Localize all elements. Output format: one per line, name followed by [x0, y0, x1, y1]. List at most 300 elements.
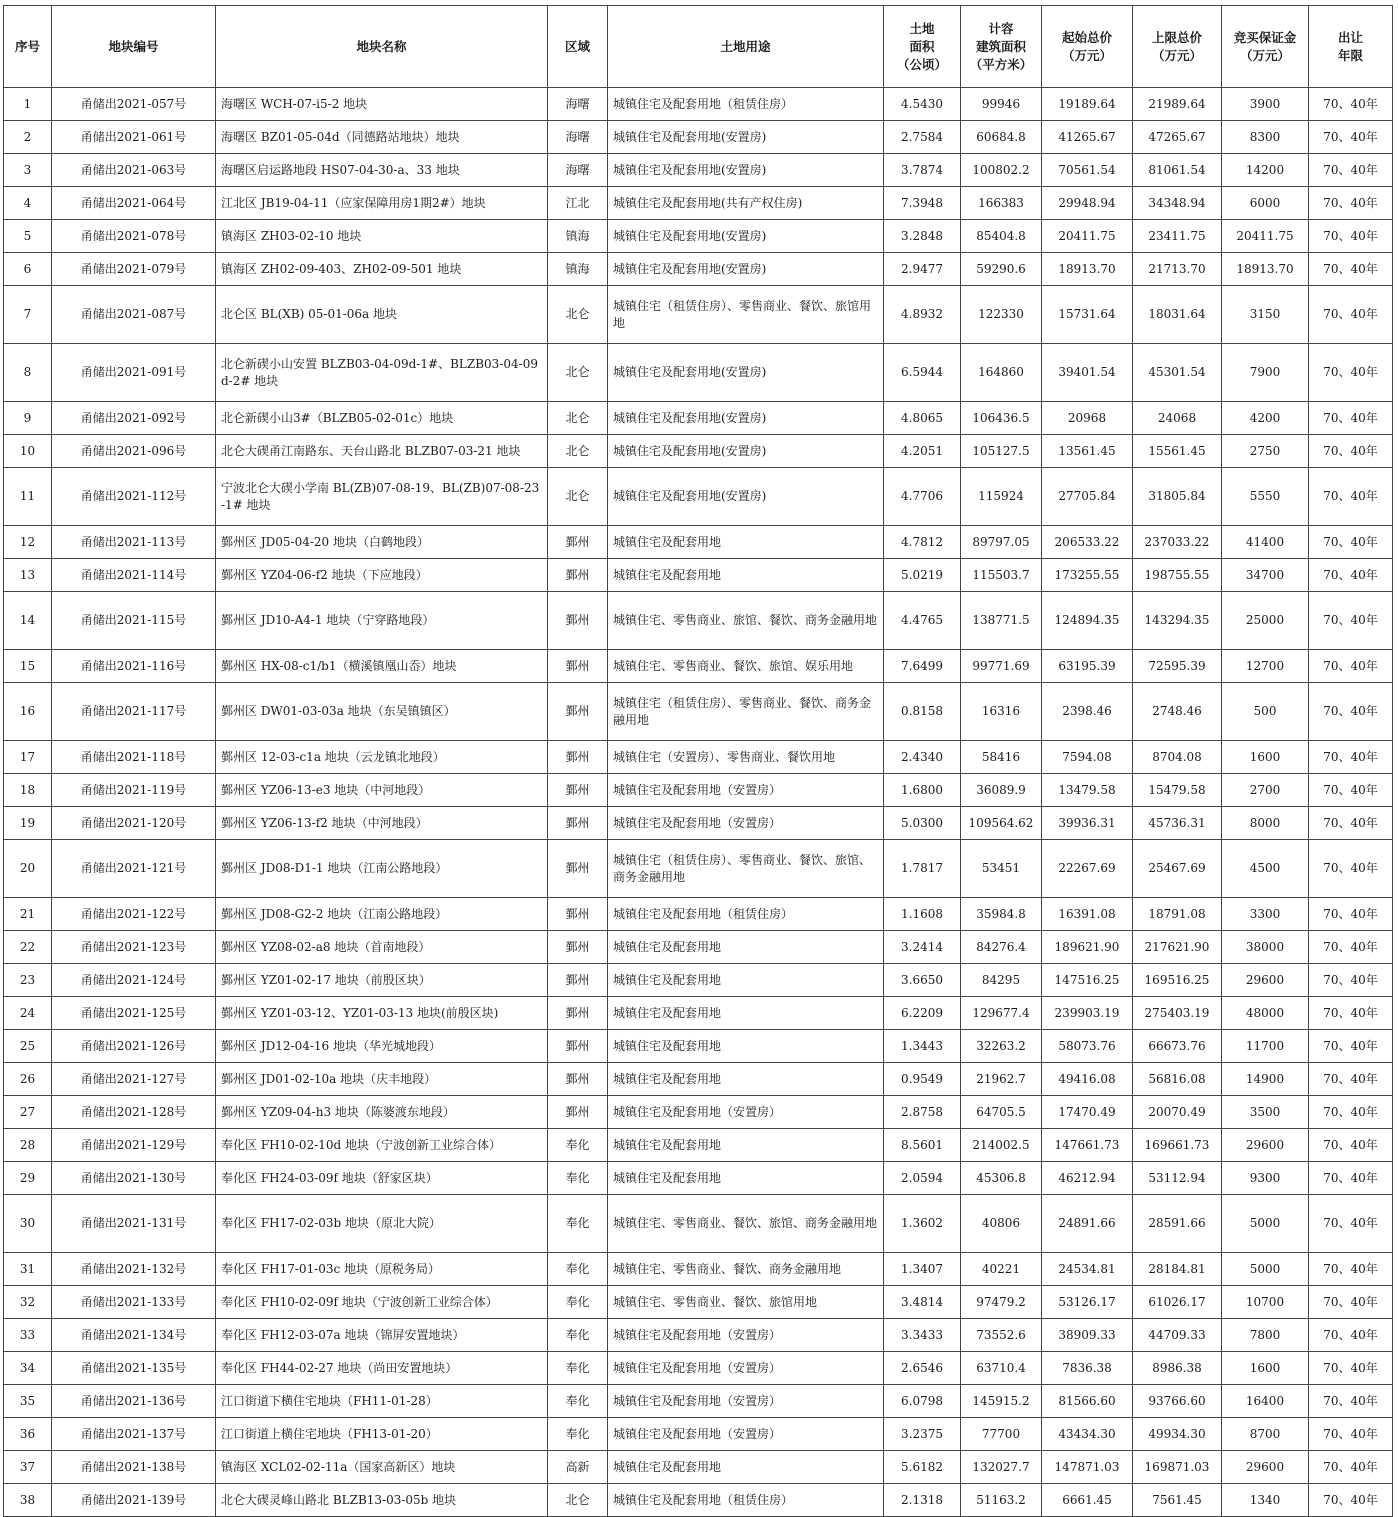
deposit-cell: 38000 — [1222, 931, 1309, 964]
serial-cell: 28 — [4, 1129, 52, 1162]
parcel-code-cell: 甬储出2021-116号 — [52, 650, 216, 683]
land-area-cell: 6.5944 — [884, 344, 961, 402]
cap-price-cell: 56816.08 — [1133, 1063, 1222, 1096]
cap-price-cell: 31805.84 — [1133, 468, 1222, 526]
deposit-cell: 48000 — [1222, 997, 1309, 1030]
start-price-cell: 43434.30 — [1042, 1418, 1133, 1451]
land-use-cell: 城镇住宅及配套用地 — [608, 1451, 884, 1484]
land-area-cell: 2.8758 — [884, 1096, 961, 1129]
header-parcel-code: 地块编号 — [52, 6, 216, 88]
term-cell: 70、40年 — [1309, 741, 1393, 774]
land-area-cell: 5.6182 — [884, 1451, 961, 1484]
land-use-cell: 城镇住宅及配套用地（安置房） — [608, 1385, 884, 1418]
parcel-name-cell: 镇海区 ZH02-09-403、ZH02-09-501 地块 — [216, 253, 548, 286]
deposit-cell: 8300 — [1222, 121, 1309, 154]
floor-area-cell: 59290.6 — [961, 253, 1042, 286]
serial-cell: 17 — [4, 741, 52, 774]
parcel-name-cell: 鄞州区 YZ06-13-f2 地块（中河地段） — [216, 807, 548, 840]
start-price-cell: 147871.03 — [1042, 1451, 1133, 1484]
land-area-cell: 7.3948 — [884, 187, 961, 220]
serial-cell: 33 — [4, 1319, 52, 1352]
start-price-cell: 147661.73 — [1042, 1129, 1133, 1162]
region-cell: 镇海 — [548, 253, 608, 286]
deposit-cell: 9300 — [1222, 1162, 1309, 1195]
floor-area-cell: 16316 — [961, 683, 1042, 741]
parcel-code-cell: 甬储出2021-136号 — [52, 1385, 216, 1418]
table-row — [4, 650, 1393, 683]
deposit-cell: 29600 — [1222, 964, 1309, 997]
floor-area-cell: 99771.69 — [961, 650, 1042, 683]
floor-area-cell: 45306.8 — [961, 1162, 1042, 1195]
serial-cell: 8 — [4, 344, 52, 402]
parcel-code-cell: 甬储出2021-130号 — [52, 1162, 216, 1195]
serial-cell: 35 — [4, 1385, 52, 1418]
land-use-cell: 城镇住宅及配套用地 — [608, 559, 884, 592]
parcel-code-cell: 甬储出2021-123号 — [52, 931, 216, 964]
term-cell: 70、40年 — [1309, 468, 1393, 526]
land-area-cell: 8.5601 — [884, 1129, 961, 1162]
header-land-use: 土地用途 — [608, 6, 884, 88]
table-row — [4, 526, 1393, 559]
parcel-code-cell: 甬储出2021-139号 — [52, 1484, 216, 1517]
deposit-cell: 8700 — [1222, 1418, 1309, 1451]
table-row — [4, 402, 1393, 435]
deposit-cell: 20411.75 — [1222, 220, 1309, 253]
deposit-cell: 12700 — [1222, 650, 1309, 683]
land-use-cell: 城镇住宅、零售商业、餐饮、旅馆用地 — [608, 1286, 884, 1319]
term-cell: 70、40年 — [1309, 774, 1393, 807]
land-use-cell: 城镇住宅（租赁住房）、零售商业、餐饮、旅馆用地 — [608, 286, 884, 344]
serial-cell: 3 — [4, 154, 52, 187]
land-use-cell: 城镇住宅及配套用地（安置房） — [608, 1319, 884, 1352]
floor-area-cell: 53451 — [961, 840, 1042, 898]
term-cell: 70、40年 — [1309, 931, 1393, 964]
land-use-cell: 城镇住宅及配套用地 — [608, 997, 884, 1030]
region-cell: 鄞州 — [548, 683, 608, 741]
table-body — [4, 88, 1393, 1517]
start-price-cell: 13479.58 — [1042, 774, 1133, 807]
parcel-name-cell: 鄞州区 JD01-02-10a 地块（庆丰地段） — [216, 1063, 548, 1096]
floor-area-cell: 36089.9 — [961, 774, 1042, 807]
table-row — [4, 1030, 1393, 1063]
start-price-cell: 46212.94 — [1042, 1162, 1133, 1195]
region-cell: 海曙 — [548, 154, 608, 187]
serial-cell: 21 — [4, 898, 52, 931]
term-cell: 70、40年 — [1309, 997, 1393, 1030]
table-row — [4, 1162, 1393, 1195]
region-cell: 海曙 — [548, 121, 608, 154]
region-cell: 鄞州 — [548, 898, 608, 931]
cap-price-cell: 237033.22 — [1133, 526, 1222, 559]
parcel-code-cell: 甬储出2021-063号 — [52, 154, 216, 187]
start-price-cell: 70561.54 — [1042, 154, 1133, 187]
cap-price-cell: 49934.30 — [1133, 1418, 1222, 1451]
header-land-area: 土地 面积 （公顷） — [884, 6, 961, 88]
cap-price-cell: 81061.54 — [1133, 154, 1222, 187]
land-use-cell: 城镇住宅及配套用地（安置房） — [608, 774, 884, 807]
floor-area-cell: 40221 — [961, 1253, 1042, 1286]
parcel-code-cell: 甬储出2021-124号 — [52, 964, 216, 997]
start-price-cell: 173255.55 — [1042, 559, 1133, 592]
parcel-code-cell: 甬储出2021-057号 — [52, 88, 216, 121]
cap-price-cell: 20070.49 — [1133, 1096, 1222, 1129]
start-price-cell: 49416.08 — [1042, 1063, 1133, 1096]
table-row — [4, 1063, 1393, 1096]
land-use-cell: 城镇住宅及配套用地（安置房） — [608, 1096, 884, 1129]
parcel-name-cell: 江北区 JB19-04-11（应家保障用房1期2#）地块 — [216, 187, 548, 220]
region-cell: 鄞州 — [548, 1063, 608, 1096]
region-cell: 奉化 — [548, 1385, 608, 1418]
deposit-cell: 3300 — [1222, 898, 1309, 931]
deposit-cell: 29600 — [1222, 1129, 1309, 1162]
parcel-name-cell: 奉化区 FH10-02-10d 地块（宁波创新工业综合体） — [216, 1129, 548, 1162]
serial-cell: 26 — [4, 1063, 52, 1096]
parcel-name-cell: 鄞州区 JD08-D1-1 地块（江南公路地段） — [216, 840, 548, 898]
parcel-name-cell: 鄞州区 YZ01-03-12、YZ01-03-13 地块(前殷区块) — [216, 997, 548, 1030]
region-cell: 鄞州 — [548, 650, 608, 683]
table-row — [4, 683, 1393, 741]
term-cell: 70、40年 — [1309, 121, 1393, 154]
serial-cell: 14 — [4, 592, 52, 650]
region-cell: 鄞州 — [548, 1030, 608, 1063]
table-header-row — [4, 6, 1393, 88]
land-use-cell: 城镇住宅及配套用地 — [608, 1129, 884, 1162]
parcel-name-cell: 江口街道下横住宅地块（FH11-01-28） — [216, 1385, 548, 1418]
start-price-cell: 124894.35 — [1042, 592, 1133, 650]
term-cell: 70、40年 — [1309, 1319, 1393, 1352]
table-row — [4, 1129, 1393, 1162]
term-cell: 70、40年 — [1309, 1385, 1393, 1418]
parcel-name-cell: 北仑新碶小山安置 BLZB03-04-09d-1#、BLZB03-04-09d-2# 地块 — [216, 344, 548, 402]
floor-area-cell: 21962.7 — [961, 1063, 1042, 1096]
table-row — [4, 1319, 1393, 1352]
term-cell: 70、40年 — [1309, 1096, 1393, 1129]
cap-price-cell: 217621.90 — [1133, 931, 1222, 964]
land-use-cell: 城镇住宅及配套用地（安置房） — [608, 1418, 884, 1451]
region-cell: 北仑 — [548, 1484, 608, 1517]
header-start-price: 起始总价 （万元） — [1042, 6, 1133, 88]
land-use-cell: 城镇住宅（安置房）、零售商业、餐饮用地 — [608, 741, 884, 774]
serial-cell: 38 — [4, 1484, 52, 1517]
floor-area-cell: 214002.5 — [961, 1129, 1042, 1162]
region-cell: 鄞州 — [548, 931, 608, 964]
land-area-cell: 7.6499 — [884, 650, 961, 683]
land-area-cell: 4.7812 — [884, 526, 961, 559]
land-area-cell: 5.0219 — [884, 559, 961, 592]
land-area-cell: 2.1318 — [884, 1484, 961, 1517]
land-use-cell: 城镇住宅及配套用地（安置房） — [608, 807, 884, 840]
deposit-cell: 3150 — [1222, 286, 1309, 344]
serial-cell: 20 — [4, 840, 52, 898]
region-cell: 海曙 — [548, 88, 608, 121]
cap-price-cell: 66673.76 — [1133, 1030, 1222, 1063]
floor-area-cell: 77700 — [961, 1418, 1042, 1451]
cap-price-cell: 18791.08 — [1133, 898, 1222, 931]
parcel-name-cell: 海曙区 WCH-07-i5-2 地块 — [216, 88, 548, 121]
parcel-code-cell: 甬储出2021-120号 — [52, 807, 216, 840]
land-use-cell: 城镇住宅及配套用地 — [608, 1063, 884, 1096]
region-cell: 北仑 — [548, 468, 608, 526]
term-cell: 70、40年 — [1309, 1418, 1393, 1451]
table-row — [4, 1195, 1393, 1253]
start-price-cell: 6661.45 — [1042, 1484, 1133, 1517]
parcel-name-cell: 鄞州区 JD10-A4-1 地块（宁穿路地段） — [216, 592, 548, 650]
floor-area-cell: 166383 — [961, 187, 1042, 220]
cap-price-cell: 275403.19 — [1133, 997, 1222, 1030]
floor-area-cell: 85404.8 — [961, 220, 1042, 253]
parcel-code-cell: 甬储出2021-113号 — [52, 526, 216, 559]
parcel-name-cell: 奉化区 FH10-02-09f 地块（宁波创新工业综合体） — [216, 1286, 548, 1319]
floor-area-cell: 164860 — [961, 344, 1042, 402]
land-use-cell: 城镇住宅及配套用地(安置房) — [608, 468, 884, 526]
parcel-name-cell: 北仑新碶小山3#（BLZB05-02-01c）地块 — [216, 402, 548, 435]
deposit-cell: 7800 — [1222, 1319, 1309, 1352]
region-cell: 镇海 — [548, 220, 608, 253]
land-use-cell: 城镇住宅、零售商业、餐饮、商务金融用地 — [608, 1253, 884, 1286]
floor-area-cell: 84295 — [961, 964, 1042, 997]
start-price-cell: 15731.64 — [1042, 286, 1133, 344]
deposit-cell: 18913.70 — [1222, 253, 1309, 286]
deposit-cell: 6000 — [1222, 187, 1309, 220]
term-cell: 70、40年 — [1309, 88, 1393, 121]
region-cell: 鄞州 — [548, 559, 608, 592]
start-price-cell: 41265.67 — [1042, 121, 1133, 154]
serial-cell: 34 — [4, 1352, 52, 1385]
land-use-cell: 城镇住宅（租赁住房）、零售商业、餐饮、旅馆、商务金融用地 — [608, 840, 884, 898]
floor-area-cell: 51163.2 — [961, 1484, 1042, 1517]
term-cell: 70、40年 — [1309, 526, 1393, 559]
cap-price-cell: 45736.31 — [1133, 807, 1222, 840]
floor-area-cell: 145915.2 — [961, 1385, 1042, 1418]
land-auction-table — [3, 5, 1393, 1517]
serial-cell: 4 — [4, 187, 52, 220]
land-use-cell: 城镇住宅（租赁住房）、零售商业、餐饮、商务金融用地 — [608, 683, 884, 741]
table-row — [4, 220, 1393, 253]
term-cell: 70、40年 — [1309, 840, 1393, 898]
cap-price-cell: 21713.70 — [1133, 253, 1222, 286]
region-cell: 北仑 — [548, 435, 608, 468]
land-use-cell: 城镇住宅及配套用地(安置房) — [608, 402, 884, 435]
start-price-cell: 39936.31 — [1042, 807, 1133, 840]
table-row — [4, 741, 1393, 774]
term-cell: 70、40年 — [1309, 220, 1393, 253]
serial-cell: 29 — [4, 1162, 52, 1195]
land-use-cell: 城镇住宅、零售商业、餐饮、旅馆、娱乐用地 — [608, 650, 884, 683]
land-use-cell: 城镇住宅及配套用地(安置房) — [608, 344, 884, 402]
land-area-cell: 3.2414 — [884, 931, 961, 964]
serial-cell: 37 — [4, 1451, 52, 1484]
term-cell: 70、40年 — [1309, 898, 1393, 931]
parcel-name-cell: 海曙区 BZ01-05-04d（同德路站地块）地块 — [216, 121, 548, 154]
region-cell: 鄞州 — [548, 592, 608, 650]
deposit-cell: 29600 — [1222, 1451, 1309, 1484]
land-area-cell: 4.4765 — [884, 592, 961, 650]
parcel-code-cell: 甬储出2021-131号 — [52, 1195, 216, 1253]
land-area-cell: 4.2051 — [884, 435, 961, 468]
land-area-cell: 4.5430 — [884, 88, 961, 121]
land-area-cell: 6.0798 — [884, 1385, 961, 1418]
deposit-cell: 11700 — [1222, 1030, 1309, 1063]
table-row — [4, 253, 1393, 286]
region-cell: 鄞州 — [548, 840, 608, 898]
term-cell: 70、40年 — [1309, 1286, 1393, 1319]
deposit-cell: 4500 — [1222, 840, 1309, 898]
region-cell: 北仑 — [548, 402, 608, 435]
floor-area-cell: 40806 — [961, 1195, 1042, 1253]
header-deposit: 竞买保证金 （万元） — [1222, 6, 1309, 88]
land-area-cell: 2.6546 — [884, 1352, 961, 1385]
parcel-code-cell: 甬储出2021-061号 — [52, 121, 216, 154]
parcel-name-cell: 北仑区 BL(XB) 05-01-06a 地块 — [216, 286, 548, 344]
serial-cell: 13 — [4, 559, 52, 592]
deposit-cell: 10700 — [1222, 1286, 1309, 1319]
start-price-cell: 189621.90 — [1042, 931, 1133, 964]
serial-cell: 11 — [4, 468, 52, 526]
table-row — [4, 774, 1393, 807]
land-area-cell: 0.8158 — [884, 683, 961, 741]
term-cell: 70、40年 — [1309, 187, 1393, 220]
start-price-cell: 24534.81 — [1042, 1253, 1133, 1286]
cap-price-cell: 28184.81 — [1133, 1253, 1222, 1286]
land-area-cell: 2.7584 — [884, 121, 961, 154]
parcel-code-cell: 甬储出2021-119号 — [52, 774, 216, 807]
region-cell: 鄞州 — [548, 964, 608, 997]
deposit-cell: 14900 — [1222, 1063, 1309, 1096]
parcel-name-cell: 奉化区 FH12-03-07a 地块（锦屏安置地块） — [216, 1319, 548, 1352]
table-row — [4, 592, 1393, 650]
start-price-cell: 147516.25 — [1042, 964, 1133, 997]
table-row — [4, 468, 1393, 526]
land-area-cell: 1.3443 — [884, 1030, 961, 1063]
cap-price-cell: 23411.75 — [1133, 220, 1222, 253]
floor-area-cell: 138771.5 — [961, 592, 1042, 650]
parcel-code-cell: 甬储出2021-137号 — [52, 1418, 216, 1451]
table-row — [4, 931, 1393, 964]
region-cell: 鄞州 — [548, 1096, 608, 1129]
parcel-code-cell: 甬储出2021-117号 — [52, 683, 216, 741]
deposit-cell: 16400 — [1222, 1385, 1309, 1418]
term-cell: 70、40年 — [1309, 1451, 1393, 1484]
land-use-cell: 城镇住宅及配套用地 — [608, 526, 884, 559]
serial-cell: 36 — [4, 1418, 52, 1451]
floor-area-cell: 132027.7 — [961, 1451, 1042, 1484]
floor-area-cell: 35984.8 — [961, 898, 1042, 931]
cap-price-cell: 61026.17 — [1133, 1286, 1222, 1319]
parcel-name-cell: 奉化区 FH24-03-09f 地块（舒家区块） — [216, 1162, 548, 1195]
floor-area-cell: 63710.4 — [961, 1352, 1042, 1385]
deposit-cell: 4200 — [1222, 402, 1309, 435]
land-area-cell: 6.2209 — [884, 997, 961, 1030]
land-area-cell: 4.8065 — [884, 402, 961, 435]
parcel-name-cell: 镇海区 ZH03-02-10 地块 — [216, 220, 548, 253]
parcel-code-cell: 甬储出2021-138号 — [52, 1451, 216, 1484]
table-row — [4, 807, 1393, 840]
term-cell: 70、40年 — [1309, 1030, 1393, 1063]
floor-area-cell: 32263.2 — [961, 1030, 1042, 1063]
parcel-code-cell: 甬储出2021-128号 — [52, 1096, 216, 1129]
cap-price-cell: 25467.69 — [1133, 840, 1222, 898]
serial-cell: 23 — [4, 964, 52, 997]
land-area-cell: 3.2375 — [884, 1418, 961, 1451]
table-row — [4, 88, 1393, 121]
start-price-cell: 7836.38 — [1042, 1352, 1133, 1385]
region-cell: 江北 — [548, 187, 608, 220]
cap-price-cell: 21989.64 — [1133, 88, 1222, 121]
start-price-cell: 22267.69 — [1042, 840, 1133, 898]
land-use-cell: 城镇住宅及配套用地（租赁住房） — [608, 88, 884, 121]
land-area-cell: 1.3602 — [884, 1195, 961, 1253]
parcel-name-cell: 奉化区 FH17-02-03b 地块（原北大院） — [216, 1195, 548, 1253]
parcel-name-cell: 江口街道上横住宅地块（FH13-01-20） — [216, 1418, 548, 1451]
land-area-cell: 3.4814 — [884, 1286, 961, 1319]
table-row — [4, 1253, 1393, 1286]
term-cell: 70、40年 — [1309, 1484, 1393, 1517]
term-cell: 70、40年 — [1309, 807, 1393, 840]
floor-area-cell: 115924 — [961, 468, 1042, 526]
parcel-name-cell: 鄞州区 12-03-c1a 地块（云龙镇北地段） — [216, 741, 548, 774]
start-price-cell: 19189.64 — [1042, 88, 1133, 121]
deposit-cell: 41400 — [1222, 526, 1309, 559]
serial-cell: 22 — [4, 931, 52, 964]
cap-price-cell: 15561.45 — [1133, 435, 1222, 468]
term-cell: 70、40年 — [1309, 154, 1393, 187]
start-price-cell: 24891.66 — [1042, 1195, 1133, 1253]
start-price-cell: 16391.08 — [1042, 898, 1133, 931]
table-row — [4, 286, 1393, 344]
serial-cell: 24 — [4, 997, 52, 1030]
floor-area-cell: 84276.4 — [961, 931, 1042, 964]
serial-cell: 6 — [4, 253, 52, 286]
cap-price-cell: 28591.66 — [1133, 1195, 1222, 1253]
deposit-cell: 500 — [1222, 683, 1309, 741]
table-row — [4, 1418, 1393, 1451]
cap-price-cell: 18031.64 — [1133, 286, 1222, 344]
parcel-code-cell: 甬储出2021-133号 — [52, 1286, 216, 1319]
land-use-cell: 城镇住宅及配套用地 — [608, 1030, 884, 1063]
region-cell: 鄞州 — [548, 741, 608, 774]
parcel-code-cell: 甬储出2021-125号 — [52, 997, 216, 1030]
deposit-cell: 5000 — [1222, 1195, 1309, 1253]
land-use-cell: 城镇住宅、零售商业、餐饮、旅馆、商务金融用地 — [608, 1195, 884, 1253]
cap-price-cell: 2748.46 — [1133, 683, 1222, 741]
cap-price-cell: 169661.73 — [1133, 1129, 1222, 1162]
floor-area-cell: 97479.2 — [961, 1286, 1042, 1319]
land-area-cell: 0.9549 — [884, 1063, 961, 1096]
start-price-cell: 7594.08 — [1042, 741, 1133, 774]
cap-price-cell: 8704.08 — [1133, 741, 1222, 774]
term-cell: 70、40年 — [1309, 1129, 1393, 1162]
parcel-name-cell: 鄞州区 YZ09-04-h3 地块（陈婆渡东地段） — [216, 1096, 548, 1129]
term-cell: 70、40年 — [1309, 344, 1393, 402]
table-row — [4, 435, 1393, 468]
header-serial: 序号 — [4, 6, 52, 88]
serial-cell: 32 — [4, 1286, 52, 1319]
land-use-cell: 城镇住宅及配套用地(安置房) — [608, 435, 884, 468]
term-cell: 70、40年 — [1309, 592, 1393, 650]
land-use-cell: 城镇住宅及配套用地 — [608, 931, 884, 964]
parcel-name-cell: 奉化区 FH17-01-03c 地块（原税务局） — [216, 1253, 548, 1286]
term-cell: 70、40年 — [1309, 559, 1393, 592]
region-cell: 奉化 — [548, 1253, 608, 1286]
deposit-cell: 2700 — [1222, 774, 1309, 807]
start-price-cell: 38909.33 — [1042, 1319, 1133, 1352]
start-price-cell: 39401.54 — [1042, 344, 1133, 402]
region-cell: 奉化 — [548, 1195, 608, 1253]
parcel-name-cell: 鄞州区 JD05-04-20 地块（白鹤地段） — [216, 526, 548, 559]
deposit-cell: 1600 — [1222, 741, 1309, 774]
land-area-cell: 1.7817 — [884, 840, 961, 898]
parcel-code-cell: 甬储出2021-122号 — [52, 898, 216, 931]
